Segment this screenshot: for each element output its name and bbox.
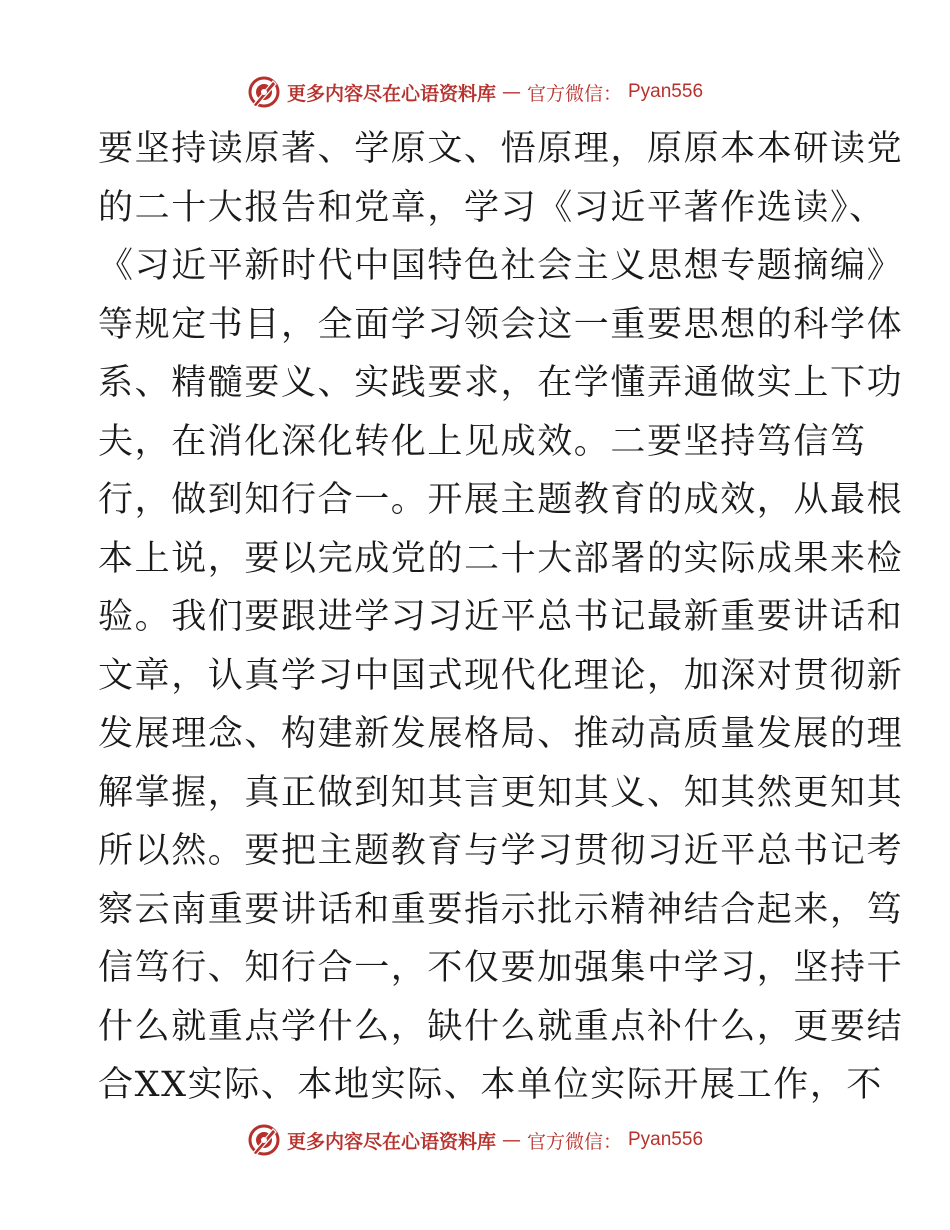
text-line: 系、精髓要义、实践要求，在学懂弄通做实上下功	[98, 363, 904, 403]
watermark-wechat-id: Pyan556	[628, 81, 704, 102]
text-line: 《习近平新时代中国特色社会主义思想专题摘编》	[98, 246, 904, 286]
text-line: 本上说，要以完成党的二十大部署的实际成果来检	[98, 538, 904, 579]
text-line: 合XX实际、本地实际、本单位实际开展工作，不	[98, 1065, 884, 1105]
watermark-label: 官方微信：	[526, 82, 622, 105]
text-line: 发展理念、构建新发展格局、推动高质量发展的理	[98, 714, 904, 754]
watermark-title: 更多内容尽在心语资料库	[286, 1130, 496, 1153]
text-line: 的二十大报告和党章，学习《习近平著作选读》、	[98, 187, 886, 228]
watermark-title: 更多内容尽在心语资料库	[286, 82, 496, 105]
watermark-dash: —	[501, 1129, 521, 1151]
text-line: 夫，在消化深化转化上见成效。二要坚持笃信笃	[98, 421, 867, 462]
footer-watermark	[0, 1120, 950, 1160]
text-line: 文章，认真学习中国式现代化理论，加深对贯彻新	[98, 655, 904, 696]
watermark-label: 官方微信：	[526, 1130, 622, 1153]
text-line: 行，做到知行合一。开展主题教育的成效，从最根	[98, 480, 904, 520]
quill-logo-icon	[247, 1123, 281, 1157]
watermark-wechat-id: Pyan556	[628, 1129, 704, 1150]
text-line: 要坚持读原著、学原文、悟原理，原原本本研读党	[98, 129, 904, 169]
text-line: 所以然。要把主题教育与学习贯彻习近平总书记考	[98, 831, 904, 871]
watermark-dash: —	[501, 81, 521, 103]
text-line: 验。我们要跟进学习习近平总书记最新重要讲话和	[98, 597, 904, 637]
text-line: 解掌握，真正做到知其言更知其义、知其然更知其	[98, 772, 904, 813]
quill-logo-icon	[247, 75, 281, 109]
document-body	[98, 124, 904, 1119]
text-line: 信笃行、知行合一，不仅要加强集中学习，坚持干	[98, 948, 904, 988]
text-line: 什么就重点学什么，缺什么就重点补什么，更要结	[98, 1006, 904, 1047]
header-watermark	[0, 72, 950, 112]
text-line: 察云南重要讲话和重要指示批示精神结合起来，笃	[98, 889, 904, 930]
text-line: 等规定书目，全面学习领会这一重要思想的科学体	[98, 304, 904, 345]
